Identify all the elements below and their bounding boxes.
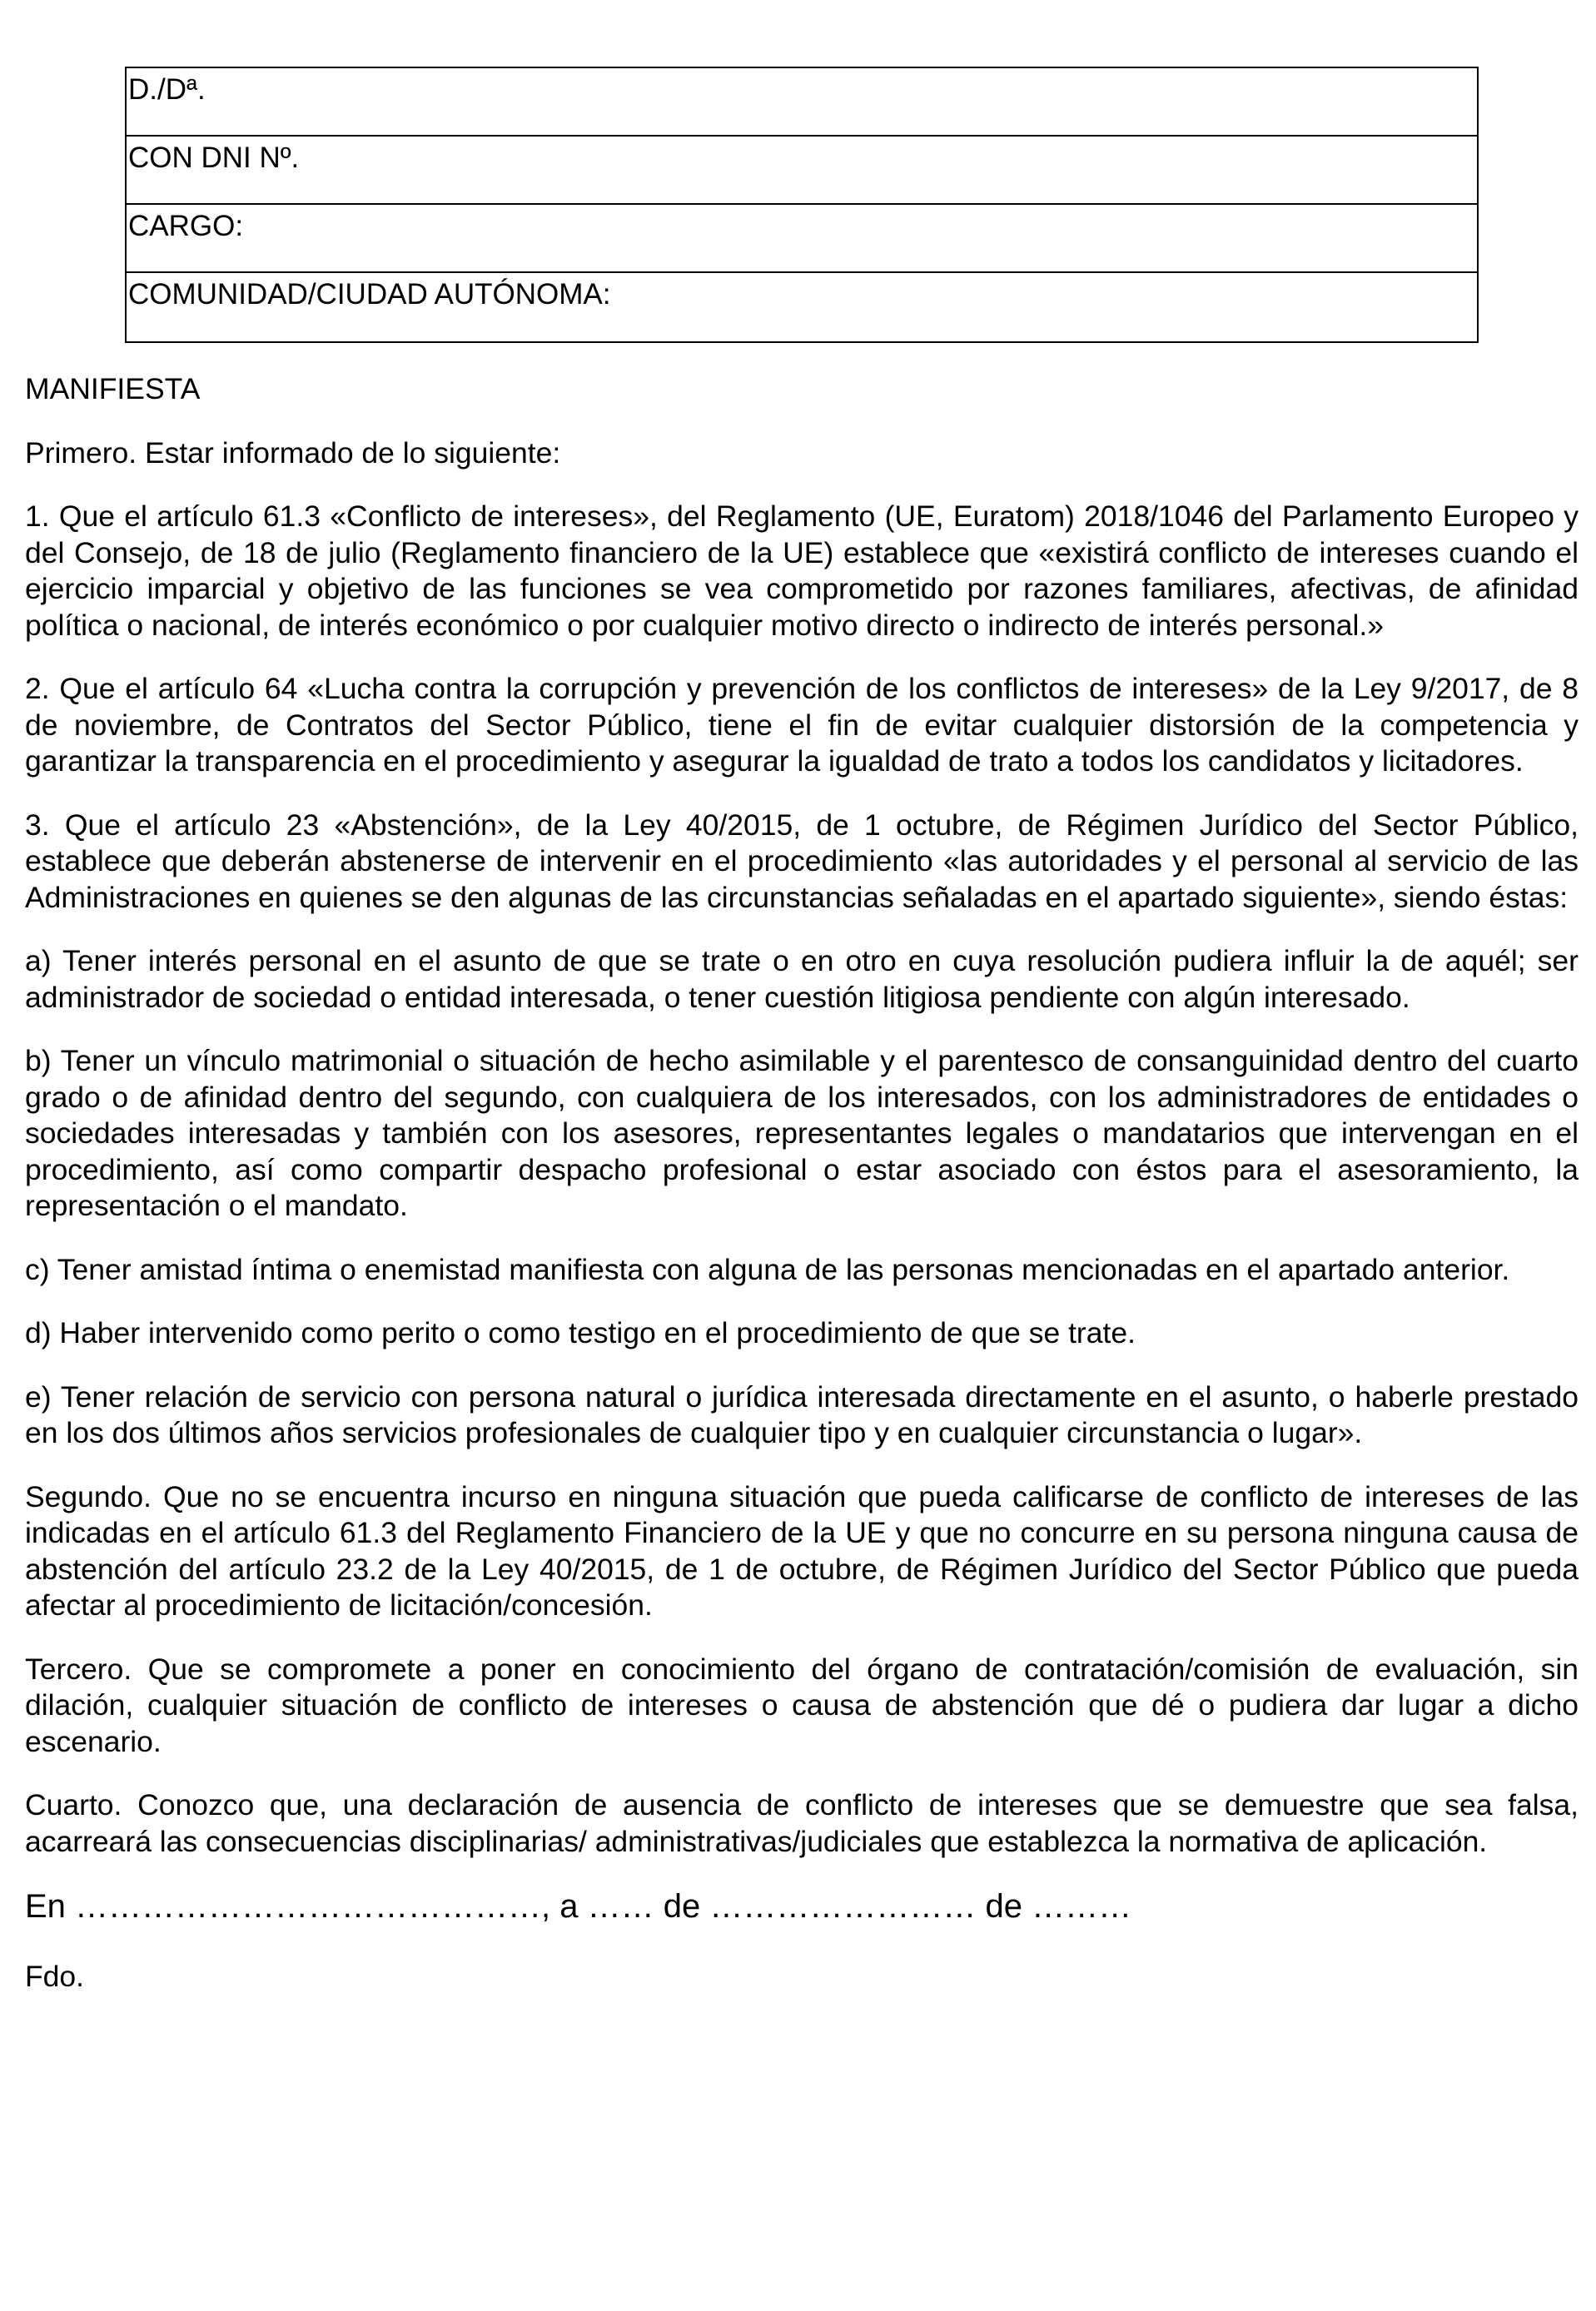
abstention-e: e) Tener relación de servicio con persona natural o jurídica interesada directamente en el asunto, o haberle prestado en los dos últimos años servicios profesionales de cualquier tipo y en cualquier circunstancia o lugar». <box>25 1379 1579 1449</box>
third-statement: Tercero. Que se compromete a poner en conocimiento del órgano de contratación/comisión de evaluación, sin dilación, cualquier situación de conflicto de intereses o causa de abstención que dé o pudiera dar lugar a dicho escenario. <box>25 1652 1579 1758</box>
region-field[interactable] <box>127 273 1477 341</box>
first-item-1: 1. Que el artículo 61.3 «Conflicto de intereses», del Reglamento (UE, Euratom) 2018/1046 del Parlamento Europeo y del Consejo, de 18 de julio (Reglamento financiero de la UE) establece que «existirá conflicto de intereses cuando el ejercicio imparcial y objetivo de las funciones se vea comprometido por razones familiares, afectivas, de afinidad política o nacional, de interés económico o por cualquier motivo directo o indirecto de interés personal.» <box>25 499 1579 642</box>
signed-label: Fdo. <box>25 1960 85 1993</box>
name-field[interactable] <box>127 68 1477 137</box>
dni-field[interactable] <box>127 137 1477 205</box>
fourth-statement: Cuarto. Conozco que, una declaración de ausencia de conflicto de intereses que se demuestre que sea falsa, acarreará las consecuencias disciplinarias/ administrativas/judiciales que establezca la normativa de aplicación. <box>25 1788 1579 1858</box>
position-field[interactable] <box>127 205 1477 273</box>
place-date-line[interactable]: En ……………………………………, a …… de …………………… de ……… <box>25 1888 1132 1925</box>
region-label: COMUNIDAD/CIUDAD AUTÓNOMA: <box>128 278 611 311</box>
name-label: D./Dª. <box>128 73 206 106</box>
abstention-c: c) Tener amistad íntima o enemistad manifiesta con alguna de las personas mencionadas en el apartado anterior. <box>25 1252 1510 1286</box>
section-heading: MANIFIESTA <box>25 372 201 405</box>
position-label: CARGO: <box>128 210 244 242</box>
declaration-body <box>25 371 1579 1995</box>
first-item-2: 2. Que el artículo 64 «Lucha contra la corrupción y prevención de los conflictos de intereses» de la Ley 9/2017, de 8 de noviembre, de Contratos del Sector Público, tiene el fin de evitar cualquier distorsión de la competencia y garantizar la transparencia en el procedimiento y asegurar la igualdad de trato a todos los candidatos y licitadores. <box>25 672 1579 778</box>
dni-label: CON DNI Nº. <box>128 142 300 174</box>
second-statement: Segundo. Que no se encuentra incurso en ninguna situación que pueda calificarse de conflicto de intereses de las indicadas en el artículo 61.3 del Reglamento Financiero de la UE y que no concurre en su persona ninguna causa de abstención del artículo 23.2 de la Ley 40/2015, de 1 de octubre, de Régimen Jurídico del Sector Público que pueda afectar al procedimiento de licitación/concesión. <box>25 1479 1579 1622</box>
abstention-a: a) Tener interés personal en el asunto de que se trate o en otro en cuya resolución pudiera influir la de aquél; ser administrador de sociedad o entidad interesada, o tener cuestión litigiosa pendiente con algún interesado. <box>25 944 1579 1014</box>
identification-table <box>125 67 1479 343</box>
first-intro: Primero. Estar informado de lo siguiente: <box>25 435 561 470</box>
first-item-3: 3. Que el artículo 23 «Abstención», de la Ley 40/2015, de 1 octubre, de Régimen Jurídico del Sector Público, establece que deberán abstenerse de intervenir en el procedimiento «las autoridades y el personal al servicio de las Administraciones en quienes se den algunas de las circunstancias señaladas en el apartado siguiente», siendo éstas: <box>25 808 1579 914</box>
abstention-b: b) Tener un vínculo matrimonial o situación de hecho asimilable y el parentesco de consanguinidad dentro del cuarto grado o de afinidad dentro del segundo, con cualquiera de los interesados, con los administradores de entidades o sociedades interesadas y también con los asesores, representantes legales o mandatarios que intervengan en el procedimiento, así como compartir despacho profesional o estar asociado con éstos para el asesoramiento, la representación o el mandato. <box>25 1044 1579 1222</box>
abstention-d: d) Haber intervenido como perito o como testigo en el procedimiento de que se trate. <box>25 1316 1136 1349</box>
